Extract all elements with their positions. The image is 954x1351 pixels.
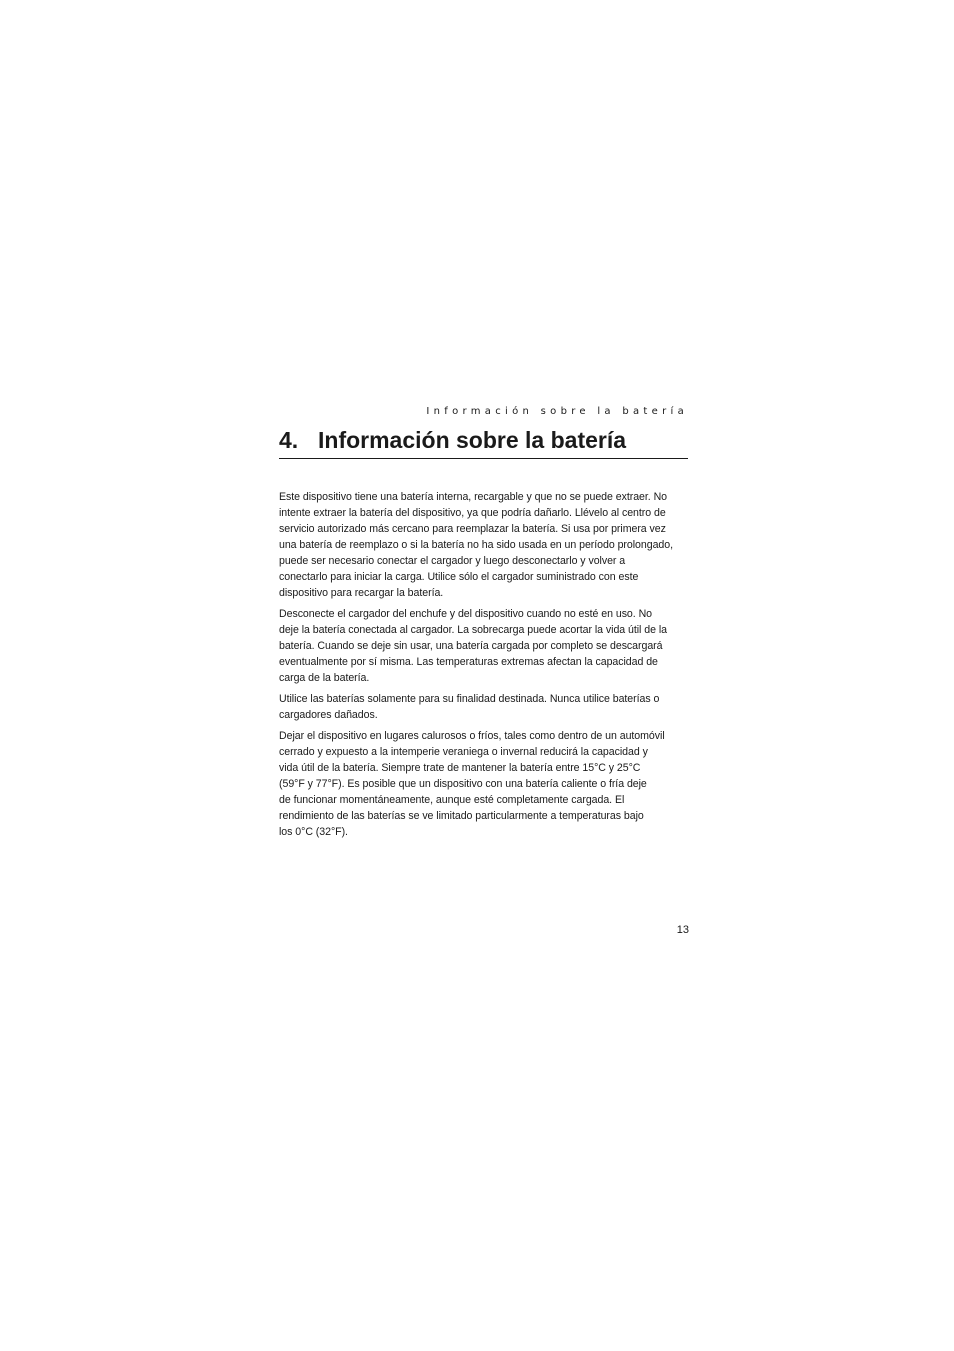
text-line: rendimiento de las baterías se ve limitado particularmente a temperaturas bajo [279,810,644,822]
text-line: conectarlo para iniciar la carga. Utilice sólo el cargador suministrado con este [279,571,639,583]
paragraph-usage [279,691,689,723]
text-line: deje la batería conectada al cargador. La sobrecarga puede acortar la vida útil de la [279,624,667,636]
text-line: Este dispositivo tiene una batería interna, recargable y que no se puede extraer. No [279,491,668,503]
paragraph-charger [279,606,689,686]
text-line: puede ser necesario conectar el cargador y luego desconectarlo y volver a [279,555,626,567]
text-line: carga de la batería. [279,672,370,684]
text-line: cerrado y expuesto a la intemperie veraniega o invernal reducirá la capacidad y [279,746,648,758]
text-line: Utilice las baterías solamente para su finalidad destinada. Nunca utilice baterías o [279,693,660,705]
body-text [279,489,689,845]
paragraph-battery-internal [279,489,689,601]
running-header: Información sobre la batería [426,406,688,417]
chapter-title: Información sobre la batería [318,427,627,453]
text-line: intente extraer la batería del dispositivo, ya que podría dañarlo. Llévelo al centro de [279,507,666,519]
text-line: batería. Cuando se deje sin usar, una batería cargada por completo se descargará [279,640,663,652]
text-line: una batería de reemplazo o si la batería no ha sido usada en un período prolongado, [279,539,673,551]
chapter-heading [279,422,688,459]
text-line: vida útil de la batería. Siempre trate de mantener la batería entre 15°C y 25°C [279,762,641,774]
text-line: (59°F y 77°F). Es posible que un dispositivo con una batería caliente o fría deje [279,778,647,790]
text-line: dispositivo para recargar la batería. [279,587,444,599]
text-line: eventualmente por sí misma. Las temperaturas extremas afectan la capacidad de [279,656,658,668]
text-line: Desconecte el cargador del enchufe y del dispositivo cuando no esté en uso. No [279,608,653,620]
text-line: Dejar el dispositivo en lugares calurosos o fríos, tales como dentro de un automóvil [279,730,665,742]
paragraph-temperature [279,728,689,840]
chapter-number: 4. [279,427,299,453]
page-number: 13 [676,924,689,936]
text-line: los 0°C (32°F). [279,826,348,838]
text-line: servicio autorizado más cercano para reemplazar la batería. Si usa por primera vez [279,523,666,535]
text-line: cargadores dañados. [279,709,378,721]
text-line: de funcionar momentáneamente, aunque esté completamente cargada. El [279,794,625,806]
